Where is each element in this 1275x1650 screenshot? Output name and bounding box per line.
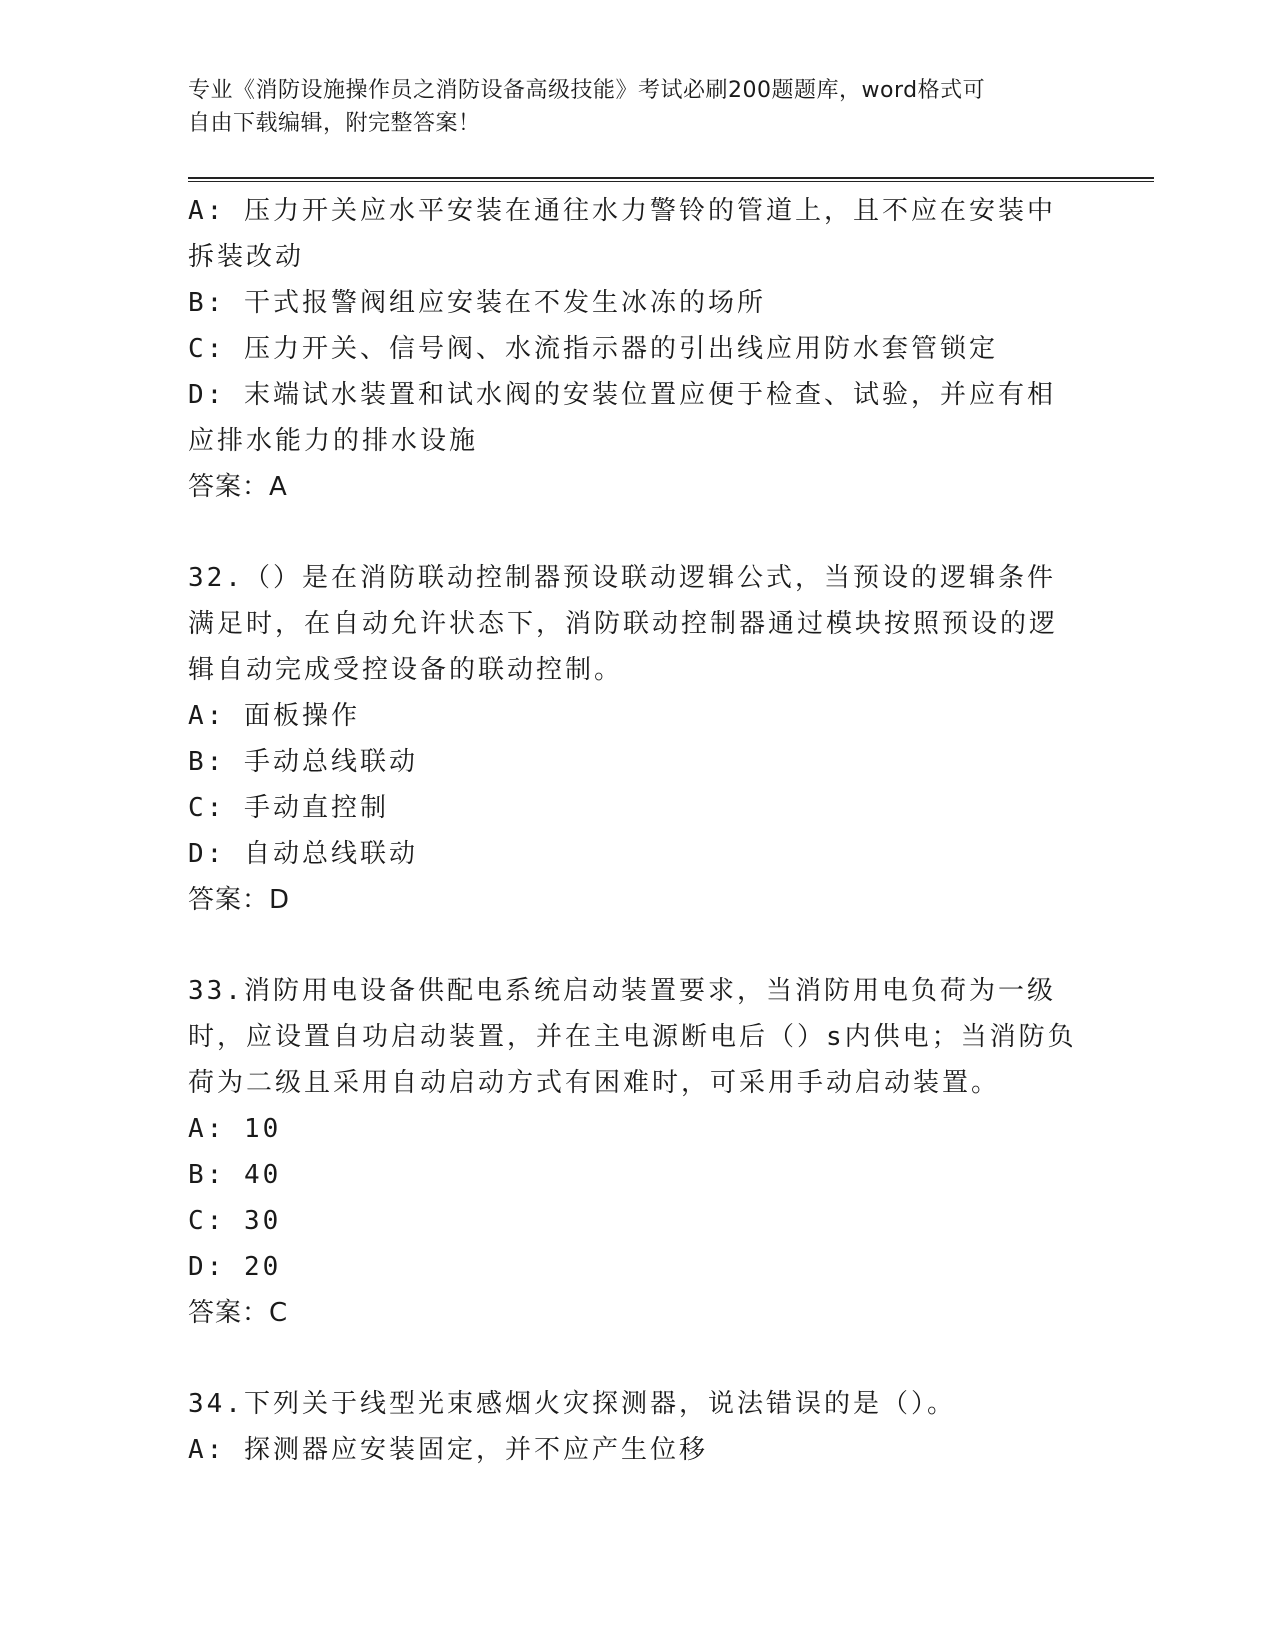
- option-a: A: 探测器应安装固定，并不应产生位移: [188, 1435, 708, 1465]
- option-a: A: 10: [188, 1114, 282, 1144]
- option-b: B: 手动总线联动: [188, 747, 418, 777]
- option-d: D: 末端试水装置和试水阀的安装位置应便于检查、试验，并应有相应排水能力的排水设施: [188, 380, 1056, 456]
- option-a: A: 面板操作: [188, 701, 360, 731]
- answer: 答案：D: [188, 885, 291, 915]
- answer: 答案：A: [188, 472, 288, 502]
- option-d: D: 20: [188, 1252, 282, 1282]
- option-b: B: 干式报警阀组应安装在不发生冰冻的场所: [188, 288, 766, 318]
- header-divider: [188, 177, 1154, 183]
- option-d: D: 自动总线联动: [188, 839, 418, 869]
- question-33: [188, 968, 1078, 1336]
- option-a: A: 压力开关应水平安装在通往水力警铃的管道上，且不应在安装中拆装改动: [188, 196, 1056, 272]
- question-34: [188, 1381, 1078, 1473]
- answer: 答案：C: [188, 1298, 289, 1328]
- option-c: C: 手动直控制: [188, 793, 389, 823]
- question-stem: 33.消防用电设备供配电系统启动装置要求，当消防用电负荷为一级时，应设置自功启动装置，并在主电源断电后（）s内供电；当消防负荷为二级且采用自动启动方式有困难时，可采用手动启动装置。: [188, 976, 1077, 1098]
- question-32: [188, 555, 1078, 923]
- question-stem: 32.（）是在消防联动控制器预设联动逻辑公式，当预设的逻辑条件满足时，在自动允许状态下，消防联动控制器通过模块按照预设的逻辑自动完成受控设备的联动控制。: [188, 563, 1059, 685]
- question-list: [188, 188, 1078, 1473]
- header-line-1: 专业《消防设施操作员之消防设备高级技能》考试必刷200题题库，word格式可: [188, 78, 986, 103]
- option-b: B: 40: [188, 1160, 282, 1190]
- option-c: C: 压力开关、信号阀、水流指示器的引出线应用防水套管锁定: [188, 334, 998, 364]
- option-c: C: 30: [188, 1206, 282, 1236]
- question-31: [188, 188, 1078, 510]
- document-header: [188, 74, 1068, 140]
- header-line-2: 自由下载编辑，附完整答案！: [188, 111, 481, 136]
- question-stem: 34.下列关于线型光束感烟火灾探测器，说法错误的是（）。: [188, 1389, 956, 1419]
